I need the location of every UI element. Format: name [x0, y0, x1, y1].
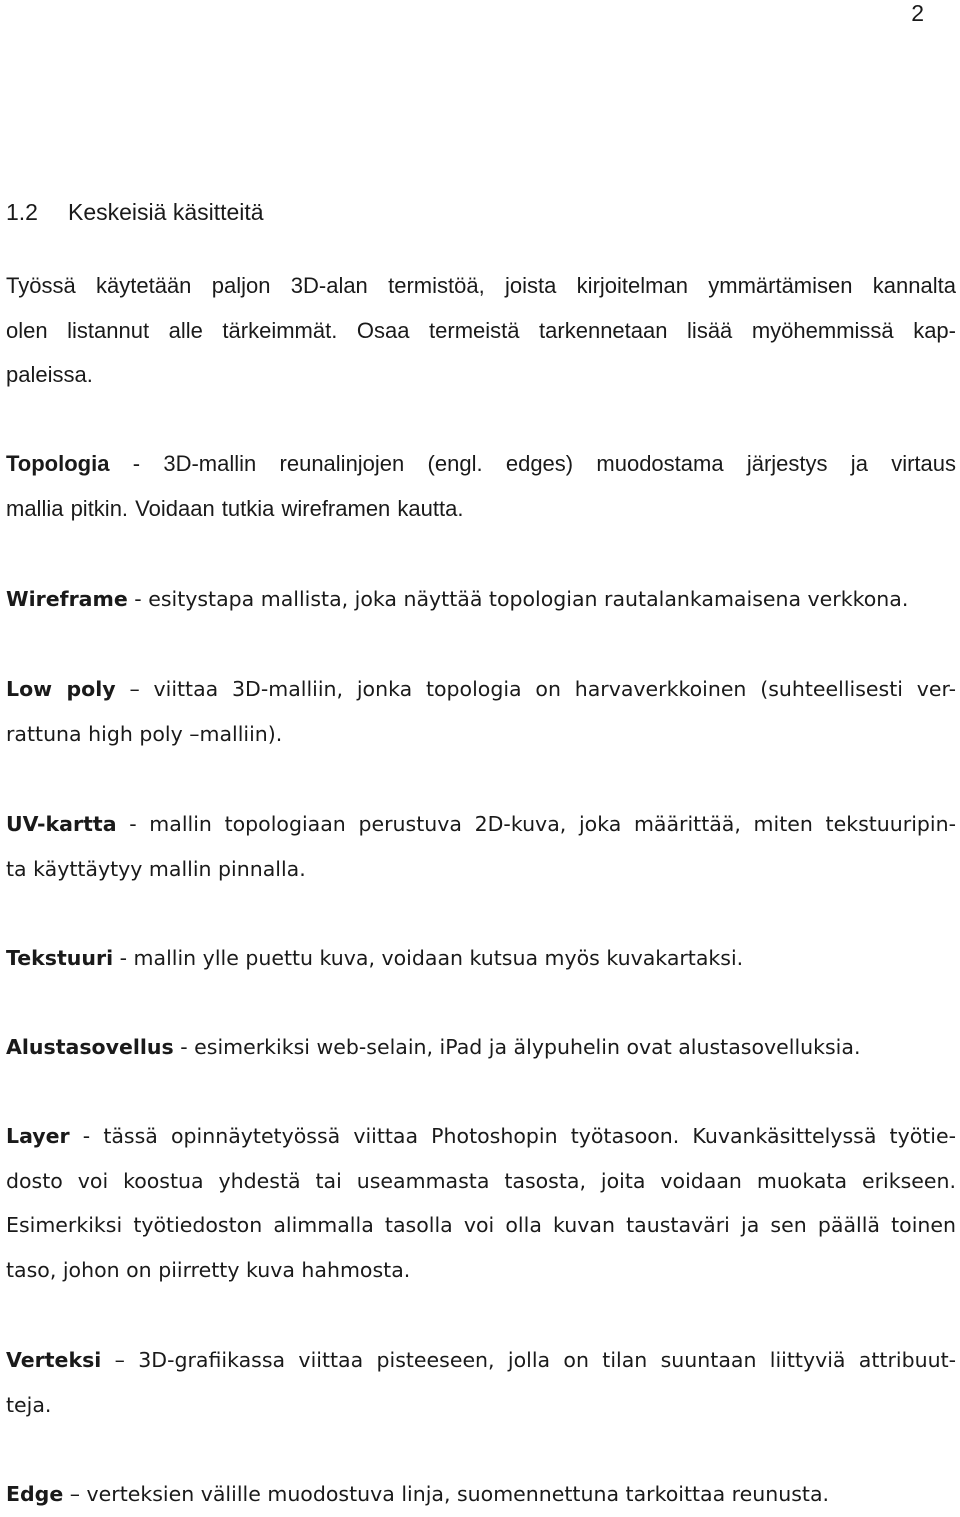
definition-text: - 3D-mallin reunalinjojen (engl. edges) muodostama järjestys ja virtaus — [109, 451, 956, 476]
definition-term: UV-kartta — [6, 812, 117, 836]
definition-line: Esimerkiksi työtiedoston alimmalla tasolla voi olla kuvan taustaväri ja sen päällä toinen — [6, 1213, 956, 1237]
definition-line — [6, 442, 956, 487]
definition-line — [6, 1338, 956, 1383]
definition-layer — [6, 1114, 956, 1292]
intro-line: Työssä käytetään paljon 3D-alan termistöä, joista kirjoitelman ymmärtämisen kannalta — [6, 273, 956, 298]
definition-text: – verteksien välille muodostuva linja, suomennettuna tarkoittaa reunusta. — [63, 1482, 830, 1506]
intro-line: paleissa. — [6, 362, 93, 387]
definition-alustasovellus — [6, 1025, 956, 1070]
definition-text: - mallin topologiaan perustuva 2D-kuva, joka määrittää, miten tekstuuripin- — [116, 812, 956, 836]
definition-line: taso, johon on piirretty kuva hahmosta. — [6, 1257, 411, 1282]
definition-line — [6, 1114, 956, 1159]
definition-line: mallia pitkin. Voidaan tutkia wireframen kautta. — [6, 495, 464, 521]
definition-low-poly — [6, 667, 956, 756]
definition-term: Topologia — [6, 451, 110, 476]
definition-line — [6, 936, 956, 981]
definition-line — [6, 1472, 956, 1517]
definition-text: – viittaa 3D-malliin, jonka topologia on harvaverkkoinen (suhteellisesti ver- — [115, 677, 956, 701]
section-heading — [6, 197, 264, 227]
definition-term: Layer — [6, 1124, 70, 1148]
definition-text: - tässä opinnäytetyössä viittaa Photoshopin työtasoon. Kuvankäsittelyssä työtie- — [69, 1124, 956, 1148]
definition-term: Edge — [6, 1482, 64, 1506]
definition-line — [6, 667, 956, 712]
definition-term: Tekstuuri — [6, 946, 114, 970]
definition-term: Alustasovellus — [6, 1035, 174, 1059]
definition-edge — [6, 1472, 956, 1517]
intro-paragraph — [6, 264, 956, 398]
definition-line: ta käyttäytyy mallin pinnalla. — [6, 856, 306, 881]
definition-text: - esimerkiksi web-selain, iPad ja älypuhelin ovat alustasovelluksia. — [173, 1035, 861, 1059]
definition-line: teja. — [6, 1392, 52, 1417]
intro-line: olen listannut alle tärkeimmät. Osaa termeistä tarkennetaan lisää myöhemmissä kap- — [6, 317, 956, 343]
definition-line — [6, 802, 956, 847]
definition-term: Wireframe — [6, 587, 128, 611]
page-number: 2 — [911, 0, 924, 26]
definition-text: - mallin ylle puettu kuva, voidaan kutsua myös kuvakartaksi. — [113, 946, 744, 970]
definition-verteksi — [6, 1338, 956, 1427]
definition-text: - esitystapa mallista, joka näyttää topologian rautalankamaisena verkkona. — [127, 587, 909, 611]
definition-term: Low poly — [6, 677, 116, 701]
definition-uv-kartta — [6, 802, 956, 891]
section-number: 1.2 — [6, 199, 38, 225]
definition-line — [6, 577, 956, 622]
definition-line — [6, 1025, 956, 1070]
definition-text: – 3D-grafiikassa viittaa pisteeseen, jolla on tilan suuntaan liittyviä attribuut- — [101, 1348, 956, 1372]
definition-topologia — [6, 442, 956, 531]
definition-wireframe — [6, 577, 956, 622]
definition-line: rattuna high poly –malliin). — [6, 721, 283, 746]
section-title: Keskeisiä käsitteitä — [68, 199, 264, 225]
definition-tekstuuri — [6, 936, 956, 981]
definition-term: Verteksi — [6, 1348, 102, 1372]
definition-line: dosto voi koostua yhdestä tai useammasta tasosta, joita voidaan muokata erikseen. — [6, 1168, 956, 1193]
